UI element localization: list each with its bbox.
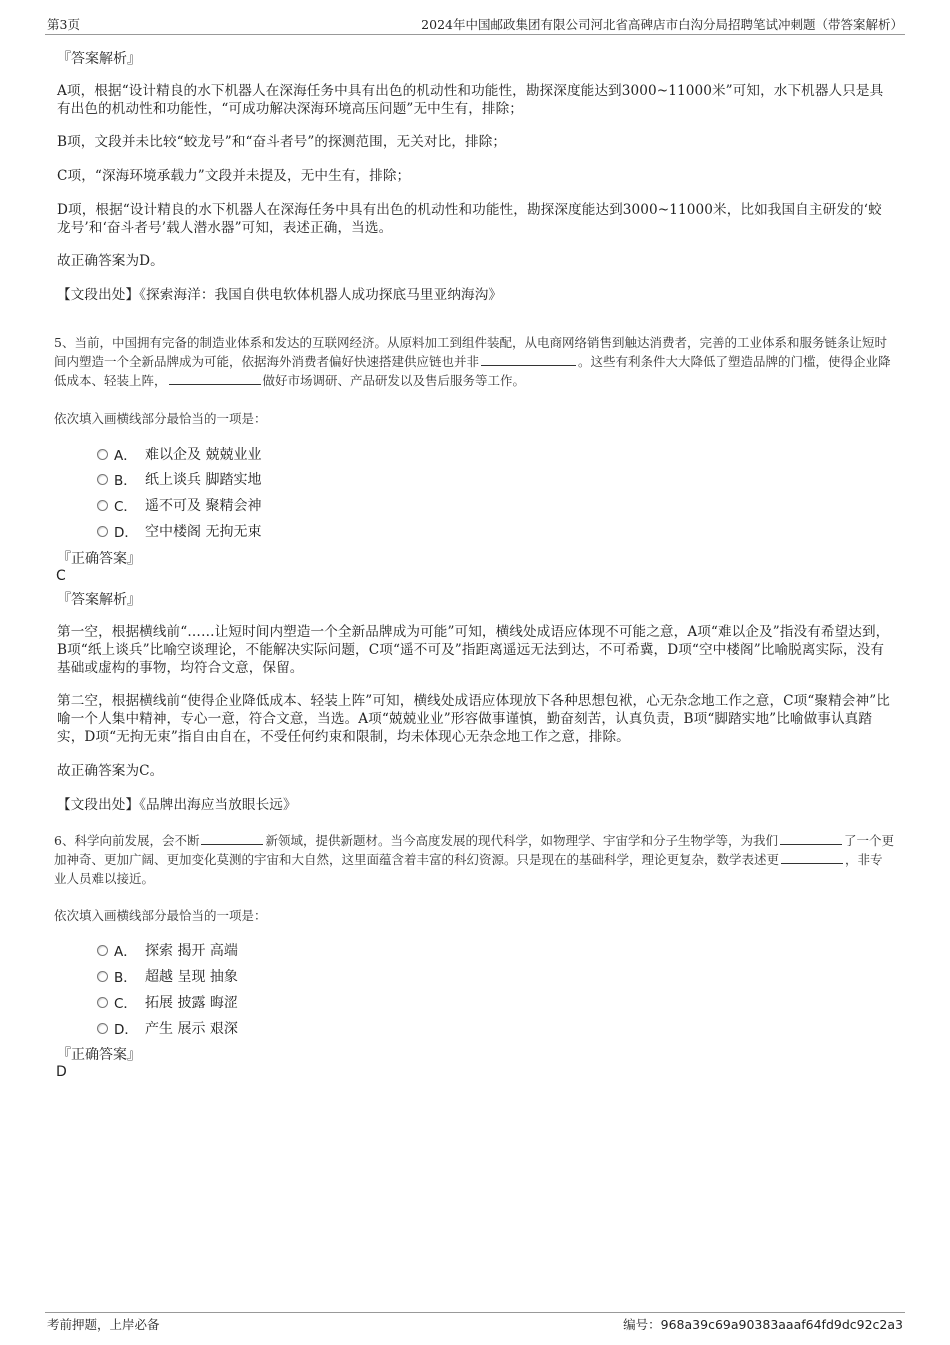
q6-text-3: 了一个更加神奇、更加广阔、更加变化莫测的宇宙和大自然，这里面蕴含着丰富的科幻资源。只是现在的基础科学，理论更复杂，数学表述更	[54, 833, 894, 867]
radio-icon[interactable]	[97, 971, 108, 982]
footer-slogan: 考前押题，上岸必备	[47, 1317, 160, 1332]
radio-icon[interactable]	[97, 1023, 108, 1034]
q6-option-c[interactable]: C． 拓展 披露 晦涩	[97, 992, 397, 1012]
document-code	[623, 1315, 903, 1333]
radio-icon[interactable]	[97, 945, 108, 956]
q6-blank-2	[780, 832, 842, 845]
q6-text-4: ，非专业人员难以接近。	[54, 852, 883, 886]
q5-correct-answer: C	[56, 568, 66, 584]
q5-blank-2	[169, 372, 261, 385]
prev-analysis-c: C项，“深海环境承载力”文段并未提及，无中生有，排除；	[57, 168, 411, 184]
q6-correct-title: 『正确答案』	[57, 1047, 141, 1063]
page-number: 第3页	[47, 17, 80, 32]
radio-icon[interactable]	[97, 997, 108, 1008]
prev-conclusion: 故正确答案为D。	[57, 253, 164, 269]
page-footer	[45, 1312, 905, 1335]
q5-prompt: 依次填入画横线部分最恰当的一项是：	[54, 411, 267, 426]
q5-option-a[interactable]: A． 难以企及 兢兢业业	[97, 444, 397, 464]
page-header	[45, 14, 905, 35]
radio-icon[interactable]	[97, 474, 108, 485]
q5-analysis-1: 第一空，根据横线前“……让短时间内塑造一个全新品牌成为可能”可知，横线处成语应体现不可能之意，A项“难以企及”指没有希望达到，B项“纸上谈兵”比喻空谈理论，不能解决实际问题，C项“遥不可及”指距离遥远无法到达，不可希冀，D项“空中楼阁”比喻脱离实际，没有基础或虚构的事物，均符合文意，保留。	[57, 624, 890, 676]
radio-icon[interactable]	[97, 526, 108, 537]
q5-stem	[54, 333, 894, 390]
q5-text-3: 做好市场调研、产品研发以及售后服务等工作。	[262, 373, 526, 388]
q5-analysis-2: 第二空，根据横线前“使得企业降低成本、轻装上阵”可知，横线处成语应体现放下各种思想包袱，心无杂念地工作之意，C项“聚精会神”比喻一个人集中精神，专心一意，符合文意，当选。A项“兢兢业业”形容做事谨慎，勤奋刻苦，认真负责，B项“脚踏实地”比喻做事认真踏实，D项“无拘无束”指自由自在，不受任何约束和限制，均未体现心无杂念地工作之意，排除。	[57, 693, 890, 745]
q6-option-a[interactable]: A． 探索 揭开 高端	[97, 940, 397, 960]
q5-source: 【文段出处】《品牌出海应当放眼长远》	[57, 797, 297, 813]
q6-blank-1	[201, 832, 263, 845]
code-label: 编号：	[623, 1317, 661, 1332]
prev-analysis-b: B项，文段并未比较“蛟龙号”和“奋斗者号”的探测范围，无关对比，排除；	[57, 134, 507, 150]
document-title: 2024年中国邮政集团有限公司河北省高碑店市白沟分局招聘笔试冲刺题（带答案解析）	[421, 17, 903, 32]
prev-source: 【文段出处】《探索海洋：我国自供电软体机器人成功探底马里亚纳海沟》	[57, 287, 503, 303]
q6-correct-answer: D	[56, 1064, 67, 1080]
q5-blank-1	[481, 353, 576, 366]
q5-option-b[interactable]: B． 纸上谈兵 脚踏实地	[97, 469, 397, 489]
radio-icon[interactable]	[97, 500, 108, 511]
q6-blank-3	[781, 851, 843, 864]
radio-icon[interactable]	[97, 449, 108, 460]
code-value: 968a39c69a90383aaaf64fd9dc92c2a3	[660, 1317, 903, 1332]
prev-analysis-a: A项，根据“设计精良的水下机器人在深海任务中具有出色的机动性和功能性，勘探深度能达到3000~11000米”可知，水下机器人只是具有出色的机动性和功能性，“可成功解决深海环境高压问题”无中生有，排除；	[57, 83, 884, 117]
q5-text-1: 5、当前，中国拥有完备的制造业体系和发达的互联网经济。从原料加工到组件装配，从电商网络销售到触达消费者，完善的工业体系和服务链条让短时间内塑造一个全新品牌成为可能，依据海外消费者偏好快速搭建供应链也并非	[54, 335, 887, 369]
q6-text-1: 6、科学向前发展，会不断	[54, 833, 200, 848]
q5-option-d[interactable]: D． 空中楼阁 无拘无束	[97, 521, 397, 541]
q6-text-2: 新领域，提供新题材。当今高度发展的现代科学，如物理学、宇宙学和分子生物学等，为我们	[265, 833, 778, 848]
q5-conclusion: 故正确答案为C。	[57, 763, 164, 779]
q5-text-2: 。这些有利条件大大降低了塑造品牌的门槛，使得企业降低成本、轻装上阵，	[54, 354, 891, 388]
prev-analysis-d: D项，根据“设计精良的水下机器人在深海任务中具有出色的机动性和功能性，勘探深度能达到3000~11000米，比如我国自主研发的‘蛟龙号’和‘奋斗者号’载人潜水器”可知，表述正确，当选。	[57, 202, 882, 236]
q6-prompt: 依次填入画横线部分最恰当的一项是：	[54, 908, 267, 923]
q6-option-d[interactable]: D． 产生 展示 艰深	[97, 1018, 397, 1038]
q5-correct-title: 『正确答案』	[57, 551, 141, 567]
q6-option-b[interactable]: B． 超越 呈现 抽象	[97, 966, 397, 986]
q5-option-c[interactable]: C． 遥不可及 聚精会神	[97, 495, 397, 515]
q5-analysis-title: 『答案解析』	[57, 592, 141, 608]
q6-stem	[54, 831, 894, 888]
prev-analysis-title: 『答案解析』	[57, 51, 141, 67]
